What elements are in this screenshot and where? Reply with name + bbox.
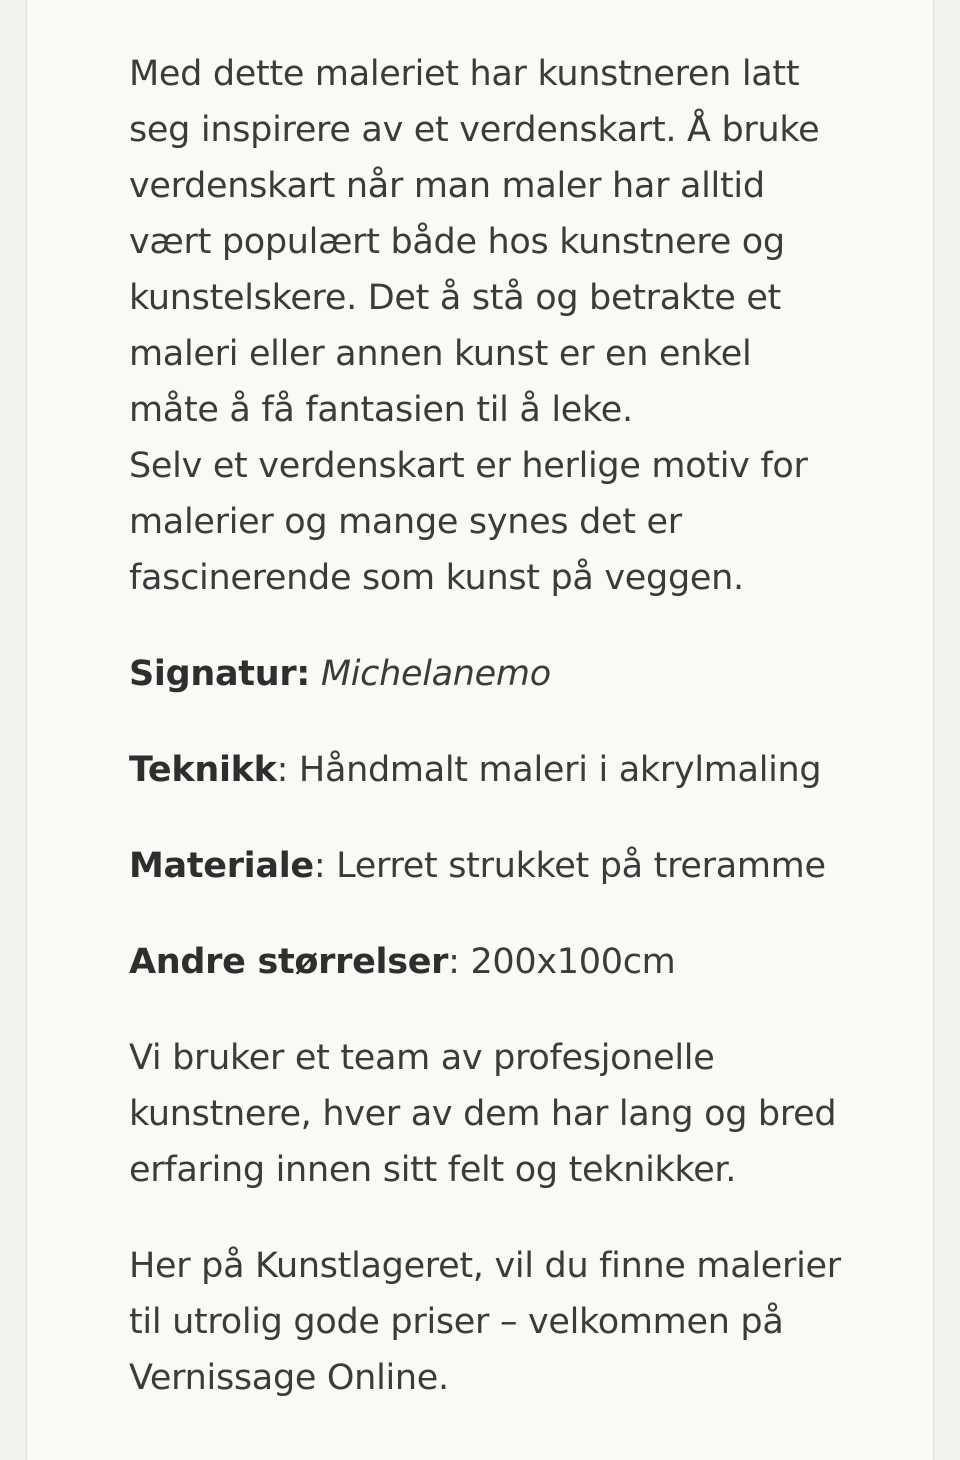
- spec-separator: :: [313, 846, 326, 886]
- product-description: [129, 46, 929, 1446]
- text-line: maleri eller annen kunst er en enkel: [129, 334, 752, 374]
- text-line: fascinerende som kunst på veggen.: [129, 558, 744, 598]
- content-panel: [26, 0, 934, 1460]
- spec-label: Signatur:: [129, 654, 310, 694]
- spec-value: Lerret strukket på treramme: [325, 846, 826, 886]
- spec-label: Andre størrelser: [129, 942, 449, 982]
- text-line: erfaring innen sitt felt og teknikker.: [129, 1150, 737, 1190]
- team-paragraph: [129, 1030, 929, 1198]
- closing-paragraph: [129, 1238, 929, 1406]
- text-line: verdenskart når man maler har alltid: [129, 166, 765, 206]
- spec-separator: :: [448, 942, 460, 982]
- text-line: kunstnere, hver av dem har lang og bred: [129, 1094, 837, 1134]
- text-line: Vi bruker et team av profesjonelle: [129, 1038, 715, 1078]
- spec-value: Håndmalt maleri i akrylmaling: [288, 750, 822, 790]
- text-line: til utrolig gode priser – velkommen på: [129, 1302, 784, 1342]
- text-line: seg inspirere av et verdenskart. Å bruke: [129, 110, 820, 150]
- text-line: vært populært både hos kunstnere og: [129, 222, 785, 262]
- text-line: kunstelskere. Det å stå og betrakte et: [129, 278, 781, 318]
- spec-separator: :: [276, 750, 289, 790]
- text-line: Med dette maleriet har kunstneren latt: [129, 54, 800, 94]
- text-line: måte å få fantasien til å leke.: [129, 390, 633, 430]
- spec-label: Teknikk: [129, 750, 277, 790]
- text-line: malerier og mange synes det er: [129, 502, 682, 542]
- text-line: Vernissage Online.: [129, 1358, 449, 1398]
- text-line: Her på Kunstlageret, vil du finne malerier: [129, 1246, 841, 1286]
- description-paragraph: [129, 46, 929, 606]
- spec-signature: [129, 646, 929, 702]
- text-line: Selv et verdenskart er herlige motiv for: [129, 446, 808, 486]
- spec-material: [129, 838, 929, 894]
- spec-value: 200x100cm: [459, 942, 676, 982]
- spec-sizes: [129, 934, 929, 990]
- spec-label: Materiale: [129, 846, 314, 886]
- spec-value: Michelanemo: [320, 654, 551, 694]
- spec-technique: [129, 742, 929, 798]
